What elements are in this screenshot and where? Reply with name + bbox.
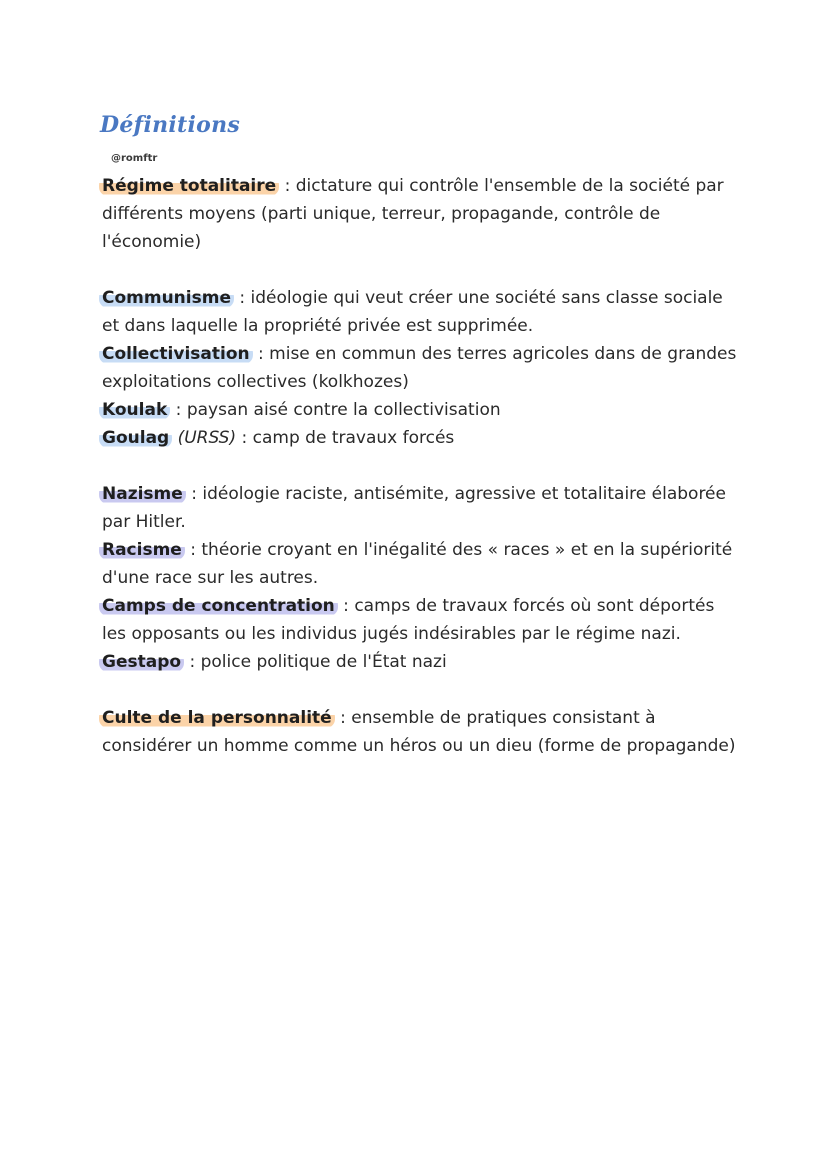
definition-text: camps de travaux forcés où sont déportés les opposants ou les individus jugés indésirables par le régime nazi. (102, 596, 715, 644)
definition-racisme (102, 536, 742, 592)
definition-term: Goulag (99, 428, 172, 448)
definition-separator: : (337, 596, 355, 616)
definition-collectivisation (102, 340, 742, 396)
definition-term: Koulak (99, 400, 170, 420)
definition-text: camp de travaux forcés (252, 428, 455, 448)
definition-term: Communisme (99, 288, 234, 308)
section-gap (102, 452, 742, 480)
definition-text: théorie croyant en l'inégalité des « races » et en la supériorité d'une race sur les autres. (102, 540, 733, 588)
definition-koulak (102, 396, 742, 424)
definition-separator: : (252, 344, 270, 364)
definition-term: Nazisme (99, 484, 186, 504)
definition-text: ensemble de pratiques consistant à considérer un homme comme un héros ou un dieu (forme de propagande) (102, 708, 736, 756)
definition-separator: : (184, 652, 201, 672)
definition-camps-de-concentration (102, 592, 742, 648)
definition-culte-de-la-personnalite (102, 704, 742, 760)
definition-gestapo (102, 648, 742, 676)
definition-goulag (102, 424, 742, 452)
definition-text: idéologie qui veut créer une société sans classe sociale et dans laquelle la propriété privée est supprimée. (102, 288, 723, 336)
page-title: Définitions (100, 112, 241, 138)
definition-term: Culte de la personnalité (99, 708, 335, 728)
definition-separator: : (185, 484, 203, 504)
definition-term: Collectivisation (99, 344, 253, 364)
definition-separator: : (236, 428, 253, 448)
definitions-list (102, 172, 742, 760)
section-gap (102, 256, 742, 284)
definition-separator: : (279, 176, 296, 196)
definition-text: paysan aisé contre la collectivisation (186, 400, 501, 420)
definition-separator: : (334, 708, 352, 728)
section-gap (102, 676, 742, 704)
definition-term: Racisme (99, 540, 185, 560)
definition-text: police politique de l'État nazi (200, 652, 447, 672)
definition-communisme (102, 284, 742, 340)
definition-regime-totalitaire (102, 172, 742, 256)
definition-text: mise en commun des terres agricoles dans de grandes exploitations collectives (kolkhozes) (102, 344, 737, 392)
author-handle: @romftr (111, 153, 158, 164)
definition-separator: : (233, 288, 251, 308)
definition-text: dictature qui contrôle l'ensemble de la société par différents moyens (parti unique, terreur, propagande, contrôle de l'économie) (102, 176, 724, 252)
definition-qualifier: (URSS) (177, 428, 237, 448)
definition-term: Gestapo (99, 652, 184, 672)
definition-separator: : (170, 400, 187, 420)
definition-term: Camps de concentration (99, 596, 338, 616)
definition-nazisme (102, 480, 742, 536)
definition-text: idéologie raciste, antisémite, agressive et totalitaire élaborée par Hitler. (102, 484, 726, 532)
definition-term: Régime totalitaire (99, 176, 279, 196)
definition-separator: : (184, 540, 202, 560)
